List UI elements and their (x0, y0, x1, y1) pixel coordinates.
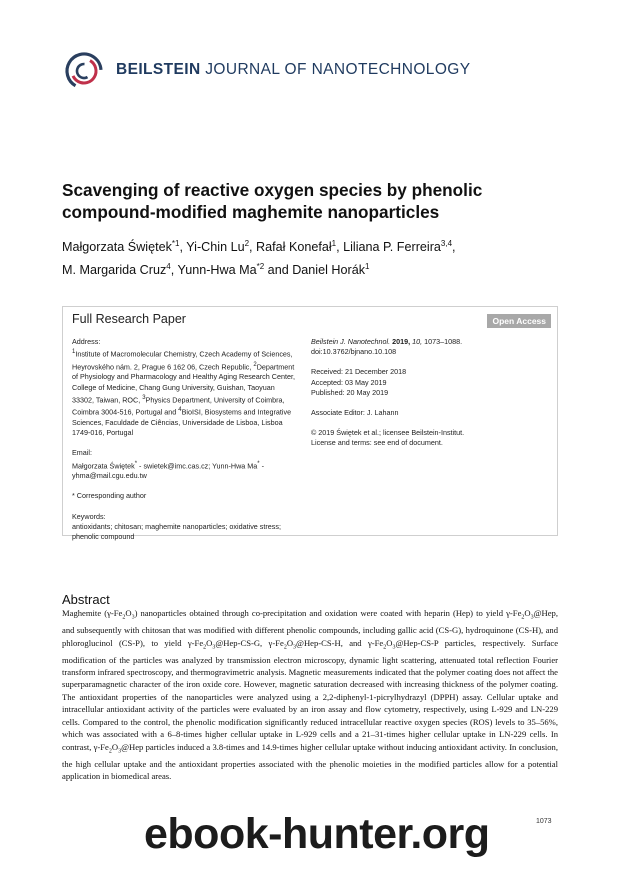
abstract-fragment: @Hep, and subsequently with chitosan that was modified with different phenolic compounds, including gallic acid (CS-G), hydroquinone (CS-H), and phloroglucinol (CS-P), to yield γ-Fe (62, 608, 558, 648)
info-left-column (72, 337, 297, 542)
abstract-subscript: 3 (530, 614, 534, 621)
abstract-fragment: ) nanoparticles obtained through co-precipitation and oxidation were coated with heparin (Hep) to yield γ-Fe (134, 608, 522, 618)
keywords-text: antioxidants; chitosan; maghemite nanoparticles; oxidative stress; phenolic compound (72, 521, 281, 541)
article-title: Scavenging of reactive oxygen species by phenolic compound-modified maghemite nanoparticles (62, 180, 483, 222)
abstract-heading: Abstract (62, 592, 110, 607)
address-label: Address: (72, 337, 101, 346)
open-access-badge: Open Access (487, 314, 551, 328)
email-label: Email: (72, 448, 92, 458)
doi-link[interactable]: doi:10.3762/bjnano.10.108 (311, 347, 397, 357)
abstract-subscript: 3 (392, 644, 396, 651)
info-right-column (311, 337, 531, 449)
abstract-fragment: O (111, 741, 119, 752)
abstract-subscript: 3 (118, 748, 122, 755)
abstract-subscript: 2 (383, 644, 387, 651)
journal-name: BEILSTEIN JOURNAL OF NANOTECHNOLOGY (116, 61, 471, 78)
abstract-subscript: 2 (283, 644, 287, 651)
received-date: Received: 21 December 2018 (311, 367, 407, 377)
abstract-subscript: 2 (108, 748, 112, 755)
abstract-subscript: 2 (521, 614, 525, 621)
abstract-fragment: @Hep-CS-H, and γ-Fe (296, 637, 384, 648)
watermark: ebook-hunter.org (144, 810, 490, 858)
abstract-fragment: @Hep-CS-P particles, respectively. Surface modification of the particles was analyzed by transmission electron microscopy, dynamic light scattering, attenuated total reflection Fourier transform infrared spectroscopy, and thermogravimetric analysis. Magnetic measurements indicated that the polymer coating does not affect the superparamagnetic character of the iron oxide core. However, magnetic saturation decreased with increasing thickness of the polymer coating. The antioxidant properties of the nanoparticles were analyzed using a 2,2-diphenyl-1-picrylhydrazyl (DPPH) assay. Cellular uptake and intracellular antioxidant activity of the particles were evaluated by an iron assay and flow cytometry, respectively, using L-929 and LN-229 cells. Compared to the control, the phenolic modification significantly reduced intracellular reactive oxygen species (ROS) levels to 35–56%, which was associated with a 6–8-times higher cellular uptake in L-929 cells and a 21–31-times higher cellular uptake in LN-229 cells. In contrast, γ-Fe (62, 637, 559, 752)
abstract-fragment: O (524, 608, 531, 618)
keywords-label: Keywords: (72, 511, 106, 521)
abstract-subscript: 3 (212, 644, 216, 651)
abstract-fragment: Maghemite (γ-Fe (62, 608, 123, 618)
journal-logo-icon (64, 51, 104, 91)
abstract-fragment: @Hep-CS-G, γ-Fe (215, 637, 284, 648)
address-text: $^1$Institute of Macromolecular Chemistry, Czech Academy of Sciences, Heyrovského nám. 2, Prague 6 162 06, Czech Republic, $^2$Department of Physiology and Pharmacology and Healthy Aging Research Center, College of Medicine, Chang Gung University, Guishan, Taoyuan 33302, Taiwan, ROC, $^3$Physics Department, University of Coimbra, Coimbra 3004-516, Portugal and $^4$BioISI, Biosystems and Integrative Sciences, Faculdade de Ciências, Universidade de Lisboa, Lisboa 1749-016, Portugal (72, 349, 295, 438)
abstract-subscript: 2 (203, 644, 207, 651)
article-type: Full Research Paper (72, 312, 186, 326)
corresponding-author-note: * Corresponding author (72, 491, 147, 501)
article-info-box (62, 306, 558, 541)
associate-editor: Associate Editor: J. Lahann (311, 408, 399, 418)
abstract-subscript: 2 (122, 614, 126, 621)
abstract-text (62, 607, 558, 782)
abstract-subscript: 3 (293, 644, 297, 651)
published-date: Published: 20 May 2019 (311, 387, 389, 397)
abstract-subscript: 3 (131, 614, 135, 621)
author-list: Małgorzata Świętek$^{*1}$, Yi-Chin Lu$^2$, Rafał Konefał$^1$, Liliana P. Ferreira$^{3,4}$, M. Margarida Cruz$^4$, Yunn-Hwa Ma$^{*2}$ and Daniel Horák$^1$ (62, 239, 456, 278)
abstract-fragment: O (125, 608, 132, 618)
abstract-fragment: O (286, 637, 294, 648)
email-text[interactable]: Małgorzata Świętek* - swietek@imc.cas.cz; Yunn-Hwa Ma* - yhma@mail.cgu.edu.tw (72, 460, 264, 481)
license-terms: License and terms: see end of document. (311, 438, 443, 448)
abstract-fragment: O (206, 637, 213, 648)
citation: Beilstein J. Nanotechnol. 2019, 10, 1073–1088. (311, 337, 463, 346)
copyright: © 2019 Świętek et al.; licensee Beilstein-Institut. (311, 428, 465, 438)
accepted-date: Accepted: 03 May 2019 (311, 377, 387, 387)
abstract-fragment: @Hep particles induced a 3.8-times and 14.9-times higher cellular uptake without inducing antioxidant activity. In conclusion, the high cellular uptake and the antioxidant properties associated with the phenolic moieties in the modified particles allow for a potential application in biomedical areas. (62, 741, 558, 782)
page-number: 1073 (536, 818, 552, 825)
abstract-fragment: O (386, 637, 393, 648)
